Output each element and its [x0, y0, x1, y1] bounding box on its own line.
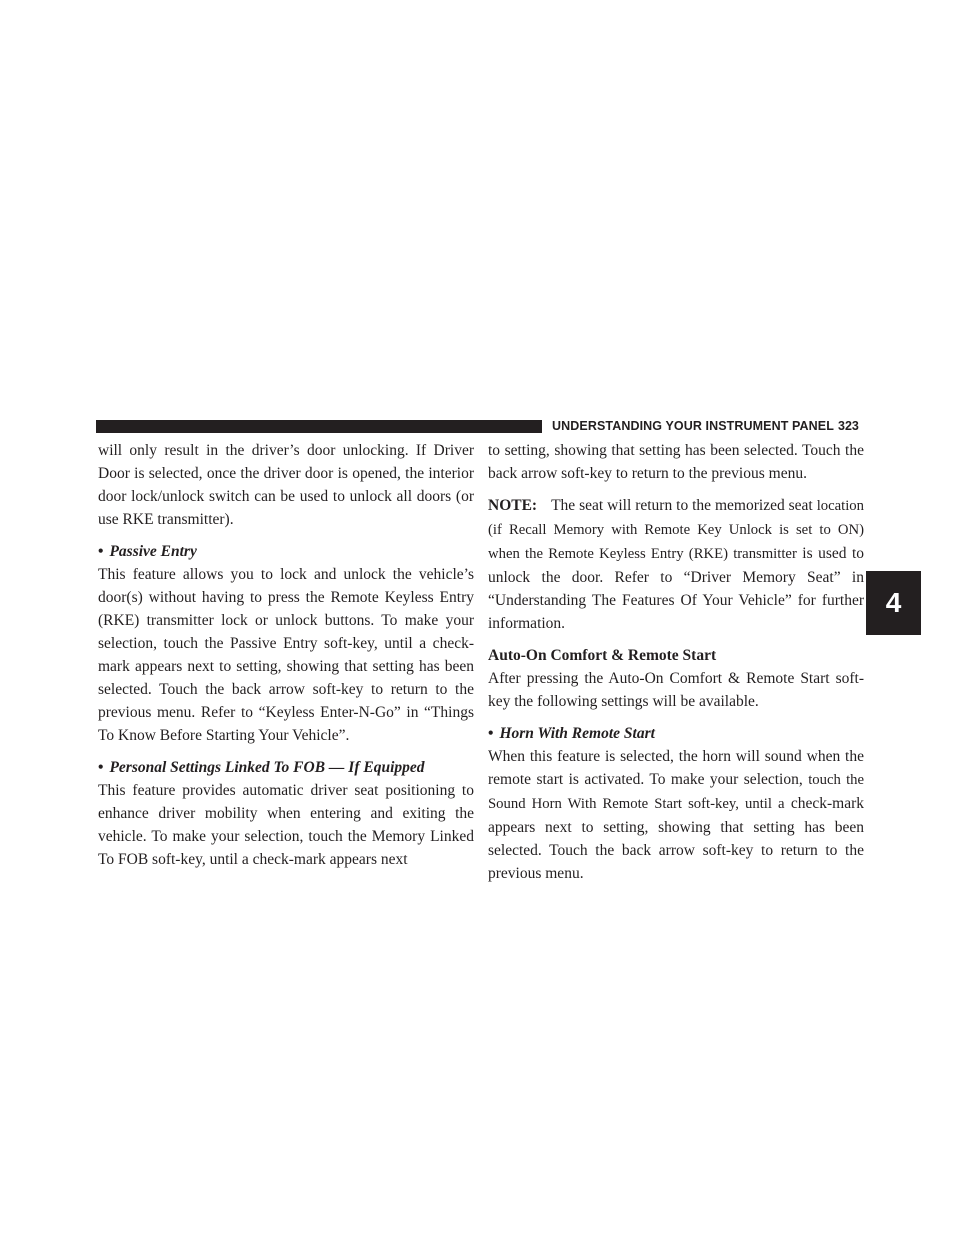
header-rule: [96, 420, 542, 433]
note-paragraph: [488, 494, 864, 635]
horn-text-2: touch the Sound Horn With Remote Start soft-key, until a: [488, 772, 865, 812]
horn-text-3: check-mark appears next to setting, showing that setting has been selected. Touch the back arrow soft-key to return to the previous menu.: [488, 795, 865, 882]
chapter-tab: 4: [866, 571, 921, 635]
bullet-heading-personal-settings: [98, 756, 474, 779]
bullet-icon: •: [98, 759, 104, 776]
running-header-title: UNDERSTANDING YOUR INSTRUMENT PANEL: [552, 419, 834, 433]
note-text-tight: location (if Recall Memory with Remote Key Unlock is set to ON) when the Remote Keyless Entry (RKE) transmitter: [488, 498, 864, 562]
horn-text-1: When this feature is selected, the horn will sound when the remote start is activated. To make your selection,: [488, 748, 864, 788]
paragraph-passive-entry: This feature allows you to lock and unlock the vehicle’s door(s) without having to press the Remote Keyless Entry (RKE) transmitter lock or unlock buttons. To make your selection, touch the Passive Entry soft-key, until a check-mark appears next to setting, showing that setting has been selected. Touch the back arrow soft-key to return to the previous menu. Refer to “Keyless Enter-N-Go” in “Things To Know Before Starting Your Vehicle”.: [98, 566, 474, 744]
bullet-heading-text: Passive Entry: [109, 543, 197, 560]
right-column: [488, 439, 864, 885]
bullet-icon: •: [98, 543, 104, 560]
subheading-auto-on-comfort: Auto-On Comfort & Remote Start: [488, 647, 717, 664]
bullet-heading-horn: [488, 722, 864, 745]
note-text-line1: The seat will return to the memorized seat: [551, 497, 813, 514]
left-column: [98, 439, 474, 871]
paragraph-personal-settings: This feature provides automatic driver seat positioning to enhance driver mobility when entering and exiting the vehicle. To make your selection, touch the Memory Linked To FOB soft-key, until a check-mark appears next: [98, 782, 474, 868]
note-text-end: is used to unlock the door. Refer to “Driver Memory Seat” in “Understanding The Features Of Your Vehicle” for further information.: [488, 545, 865, 632]
bullet-heading-passive-entry: [98, 540, 474, 563]
bullet-icon: •: [488, 725, 494, 742]
page-number: 323: [838, 419, 859, 433]
continued-paragraph: will only result in the driver’s door unlocking. If Driver Door is selected, once the driver door is opened, the interior door lock/unlock switch can be used to unlock all doors (or use RKE transmitter).: [98, 442, 474, 528]
paragraph-horn: [488, 745, 864, 885]
paragraph-auto-on-comfort: After pressing the Auto-On Comfort & Remote Start soft-key the following settings will be available.: [488, 670, 864, 710]
bullet-heading-text: Horn With Remote Start: [499, 725, 655, 742]
bullet-heading-text: Personal Settings Linked To FOB — If Equipped: [109, 759, 425, 776]
note-label: NOTE:: [488, 497, 538, 514]
continued-paragraph: to setting, showing that setting has been selected. Touch the back arrow soft-key to return to the previous menu.: [488, 442, 864, 482]
